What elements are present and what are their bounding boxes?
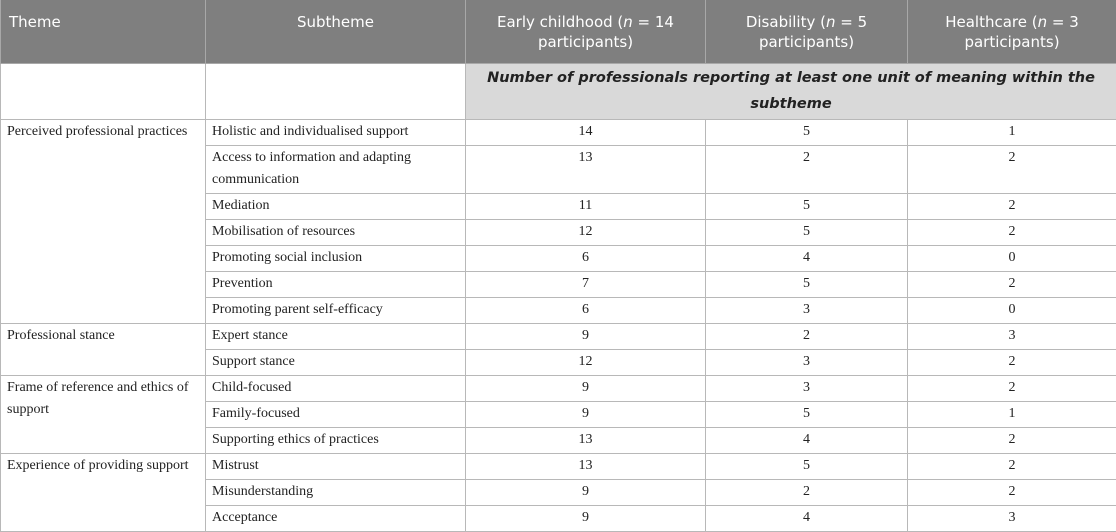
subtheme-cell: Support stance bbox=[206, 349, 466, 375]
healthcare-value: 2 bbox=[908, 479, 1116, 505]
subtheme-cell: Expert stance bbox=[206, 323, 466, 349]
early-childhood-value: 6 bbox=[466, 297, 706, 323]
disability-value: 3 bbox=[706, 349, 908, 375]
early-childhood-value: 13 bbox=[466, 145, 706, 193]
empty-cell bbox=[1, 63, 206, 119]
subtheme-cell: Prevention bbox=[206, 271, 466, 297]
healthcare-value: 3 bbox=[908, 323, 1116, 349]
healthcare-value: 1 bbox=[908, 401, 1116, 427]
disability-value: 5 bbox=[706, 401, 908, 427]
header-disability: Disability (n = 5 participants) bbox=[706, 0, 908, 63]
theme-cell: Experience of providing support bbox=[1, 453, 206, 531]
healthcare-value: 1 bbox=[908, 119, 1116, 145]
subtheme-cell: Promoting social inclusion bbox=[206, 245, 466, 271]
healthcare-value: 2 bbox=[908, 375, 1116, 401]
healthcare-value: 2 bbox=[908, 453, 1116, 479]
disability-value: 4 bbox=[706, 427, 908, 453]
disability-value: 2 bbox=[706, 323, 908, 349]
header-early-childhood: Early childhood (n = 14 participants) bbox=[466, 0, 706, 63]
early-childhood-value: 14 bbox=[466, 119, 706, 145]
disability-value: 5 bbox=[706, 119, 908, 145]
subtheme-cell: Mobilisation of resources bbox=[206, 219, 466, 245]
disability-value: 3 bbox=[706, 297, 908, 323]
subtheme-cell: Acceptance bbox=[206, 505, 466, 531]
table-row bbox=[1, 323, 1116, 349]
healthcare-value: 2 bbox=[908, 427, 1116, 453]
header-subtheme: Subtheme bbox=[206, 0, 466, 63]
disability-value: 5 bbox=[706, 271, 908, 297]
disability-value: 3 bbox=[706, 375, 908, 401]
subheader-note: Number of professionals reporting at least one unit of meaning within the subtheme bbox=[466, 63, 1116, 119]
theme-cell: Frame of reference and ethics of support bbox=[1, 375, 206, 453]
early-childhood-value: 9 bbox=[466, 505, 706, 531]
early-childhood-value: 9 bbox=[466, 479, 706, 505]
early-childhood-value: 9 bbox=[466, 323, 706, 349]
subtheme-cell: Holistic and individualised support bbox=[206, 119, 466, 145]
early-childhood-value: 9 bbox=[466, 375, 706, 401]
subtheme-cell: Promoting parent self-efficacy bbox=[206, 297, 466, 323]
table-row bbox=[1, 375, 1116, 401]
disability-value: 2 bbox=[706, 479, 908, 505]
subtheme-cell: Family-focused bbox=[206, 401, 466, 427]
subtheme-cell: Misunderstanding bbox=[206, 479, 466, 505]
subtheme-cell: Supporting ethics of practices bbox=[206, 427, 466, 453]
subtheme-cell: Mistrust bbox=[206, 453, 466, 479]
table-row bbox=[1, 119, 1116, 145]
healthcare-value: 2 bbox=[908, 219, 1116, 245]
disability-value: 2 bbox=[706, 145, 908, 193]
healthcare-value: 0 bbox=[908, 245, 1116, 271]
healthcare-value: 0 bbox=[908, 297, 1116, 323]
early-childhood-value: 13 bbox=[466, 453, 706, 479]
subheader-row bbox=[1, 63, 1116, 119]
healthcare-value: 2 bbox=[908, 271, 1116, 297]
disability-value: 5 bbox=[706, 219, 908, 245]
disability-value: 5 bbox=[706, 453, 908, 479]
subtheme-cell: Child-focused bbox=[206, 375, 466, 401]
early-childhood-value: 9 bbox=[466, 401, 706, 427]
table-row bbox=[1, 453, 1116, 479]
early-childhood-value: 7 bbox=[466, 271, 706, 297]
early-childhood-value: 6 bbox=[466, 245, 706, 271]
early-childhood-value: 13 bbox=[466, 427, 706, 453]
healthcare-value: 2 bbox=[908, 349, 1116, 375]
empty-cell bbox=[206, 63, 466, 119]
header-theme: Theme bbox=[1, 0, 206, 63]
disability-value: 4 bbox=[706, 505, 908, 531]
header-healthcare: Healthcare (n = 3 participants) bbox=[908, 0, 1116, 63]
disability-value: 4 bbox=[706, 245, 908, 271]
theme-cell: Perceived professional practices bbox=[1, 119, 206, 323]
subtheme-cell: Access to information and adapting communication bbox=[206, 145, 466, 193]
early-childhood-value: 12 bbox=[466, 219, 706, 245]
healthcare-value: 2 bbox=[908, 193, 1116, 219]
early-childhood-value: 11 bbox=[466, 193, 706, 219]
subtheme-cell: Mediation bbox=[206, 193, 466, 219]
early-childhood-value: 12 bbox=[466, 349, 706, 375]
theme-cell: Professional stance bbox=[1, 323, 206, 375]
healthcare-value: 3 bbox=[908, 505, 1116, 531]
healthcare-value: 2 bbox=[908, 145, 1116, 193]
header-row bbox=[1, 0, 1116, 63]
disability-value: 5 bbox=[706, 193, 908, 219]
